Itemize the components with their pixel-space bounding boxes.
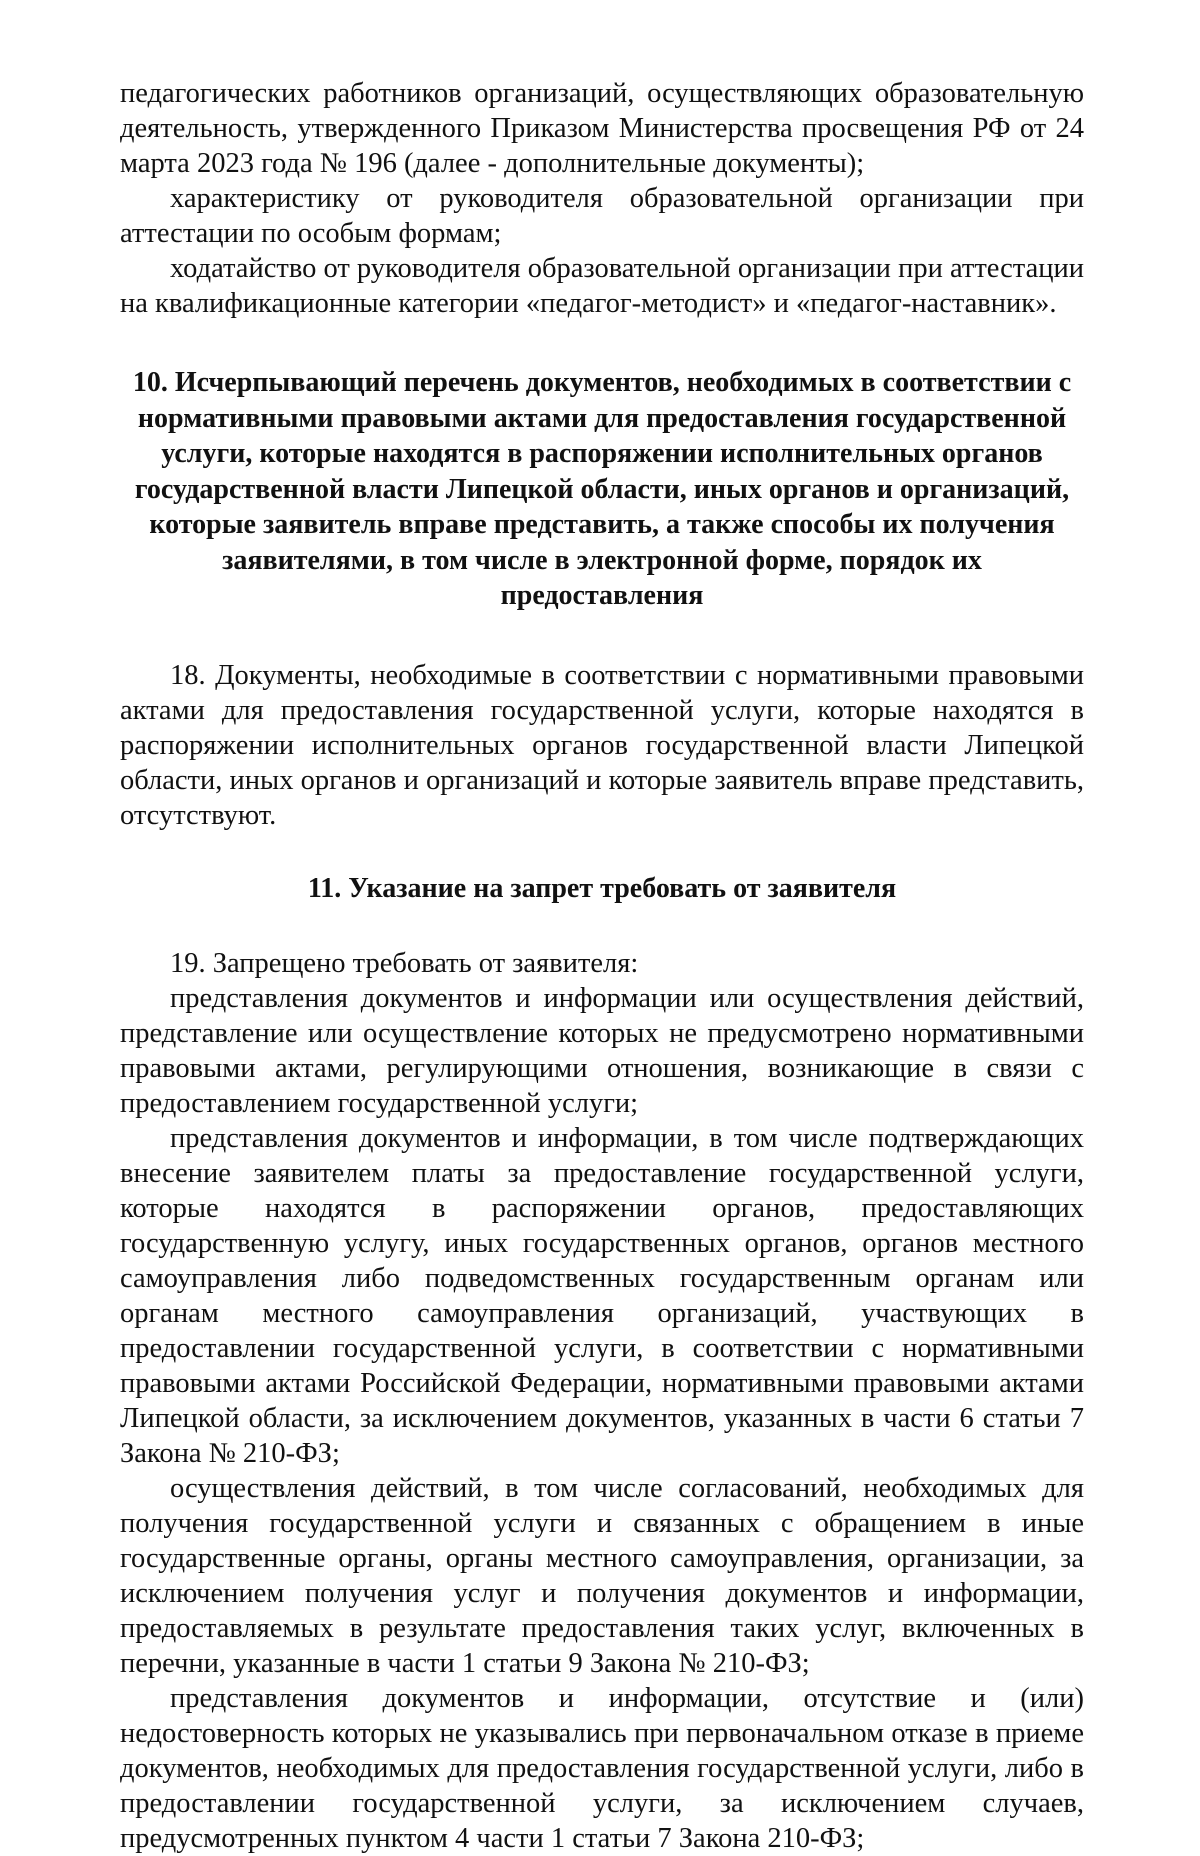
intro-paragraph-continuation: педагогических работников организаций, осуществляющих образовательную деятельность, утвержденного Приказом Министерства просвещения РФ от 24 марта 2023 года № 196 (далее - дополнительные документы); bbox=[120, 78, 1084, 179]
list-item-prohibition-1: представления документов и информации или осуществления действий, представление или осуществление которых не предусмотрено нормативными правовыми актами, регулирующими отношения, возникающие в связи с предоставлением государственной услуги; bbox=[120, 983, 1084, 1119]
paragraph-19: 19. Запрещено требовать от заявителя: bbox=[170, 948, 639, 979]
intro-paragraph-characteristic: характеристику от руководителя образовательной организации при аттестации по особым формам; bbox=[120, 183, 1084, 249]
list-item-prohibition-4: представления документов и информации, отсутствие и (или) недостоверность которых не указывались при первоначальном отказе в приеме документов, необходимых для предоставления государственной услуги, либо в предоставлении государственной услуги, за исключением случаев, предусмотренных пунктом 4 части 1 статьи 7 Закона 210-ФЗ; bbox=[120, 1683, 1084, 1854]
list-item-prohibition-3: осуществления действий, в том числе согласований, необходимых для получения государственной услуги и связанных с обращением в иные государственные органы, органы местного самоуправления, организации, за исключением получения услуг и получения документов и информации, предоставляемых в результате предоставления таких услуг, включенных в перечни, указанные в части 1 статьи 9 Закона № 210-ФЗ; bbox=[120, 1473, 1084, 1679]
section-10-heading: 10. Исчерпывающий перечень документов, необходимых в соответствии с нормативными правовыми актами для предоставления государственной услуги, которые находятся в распоряжении исполнительных органов государственной власти Липецкой области, иных органов и организаций, которые заявитель вправе представить, а также способы их получения заявителями, в том числе в электронной форме, порядок их предоставления bbox=[132, 367, 1072, 611]
paragraph-18: 18. Документы, необходимые в соответствии с нормативными правовыми актами для предоставления государственной услуги, которые находятся в распоряжении исполнительных органов государственной власти Липецкой области, иных органов и организаций и которые заявитель вправе представить, отсутствуют. bbox=[120, 659, 1084, 831]
document-body bbox=[120, 76, 1084, 1856]
section-11-heading: 11. Указание на запрет требовать от заявителя bbox=[307, 872, 897, 904]
list-item-prohibition-2: представления документов и информации, в том числе подтверждающих внесение заявителем платы за предоставление государственной услуги, которые находятся в распоряжении органов, предоставляющих государственную услугу, иных государственных органов, органов местного самоуправления либо подведомственных государственным органам или органам местного самоуправления организаций, участвующих в предоставлении государственной услуги, в соответствии с нормативными правовыми актами Российской Федерации, нормативными правовыми актами Липецкой области, за исключением документов, указанных в части 6 статьи 7 Закона № 210-ФЗ; bbox=[120, 1123, 1084, 1469]
intro-paragraph-petition: ходатайство от руководителя образовательной организации при аттестации на квалификационные категории «педагог-методист» и «педагог-наставник». bbox=[120, 253, 1084, 319]
